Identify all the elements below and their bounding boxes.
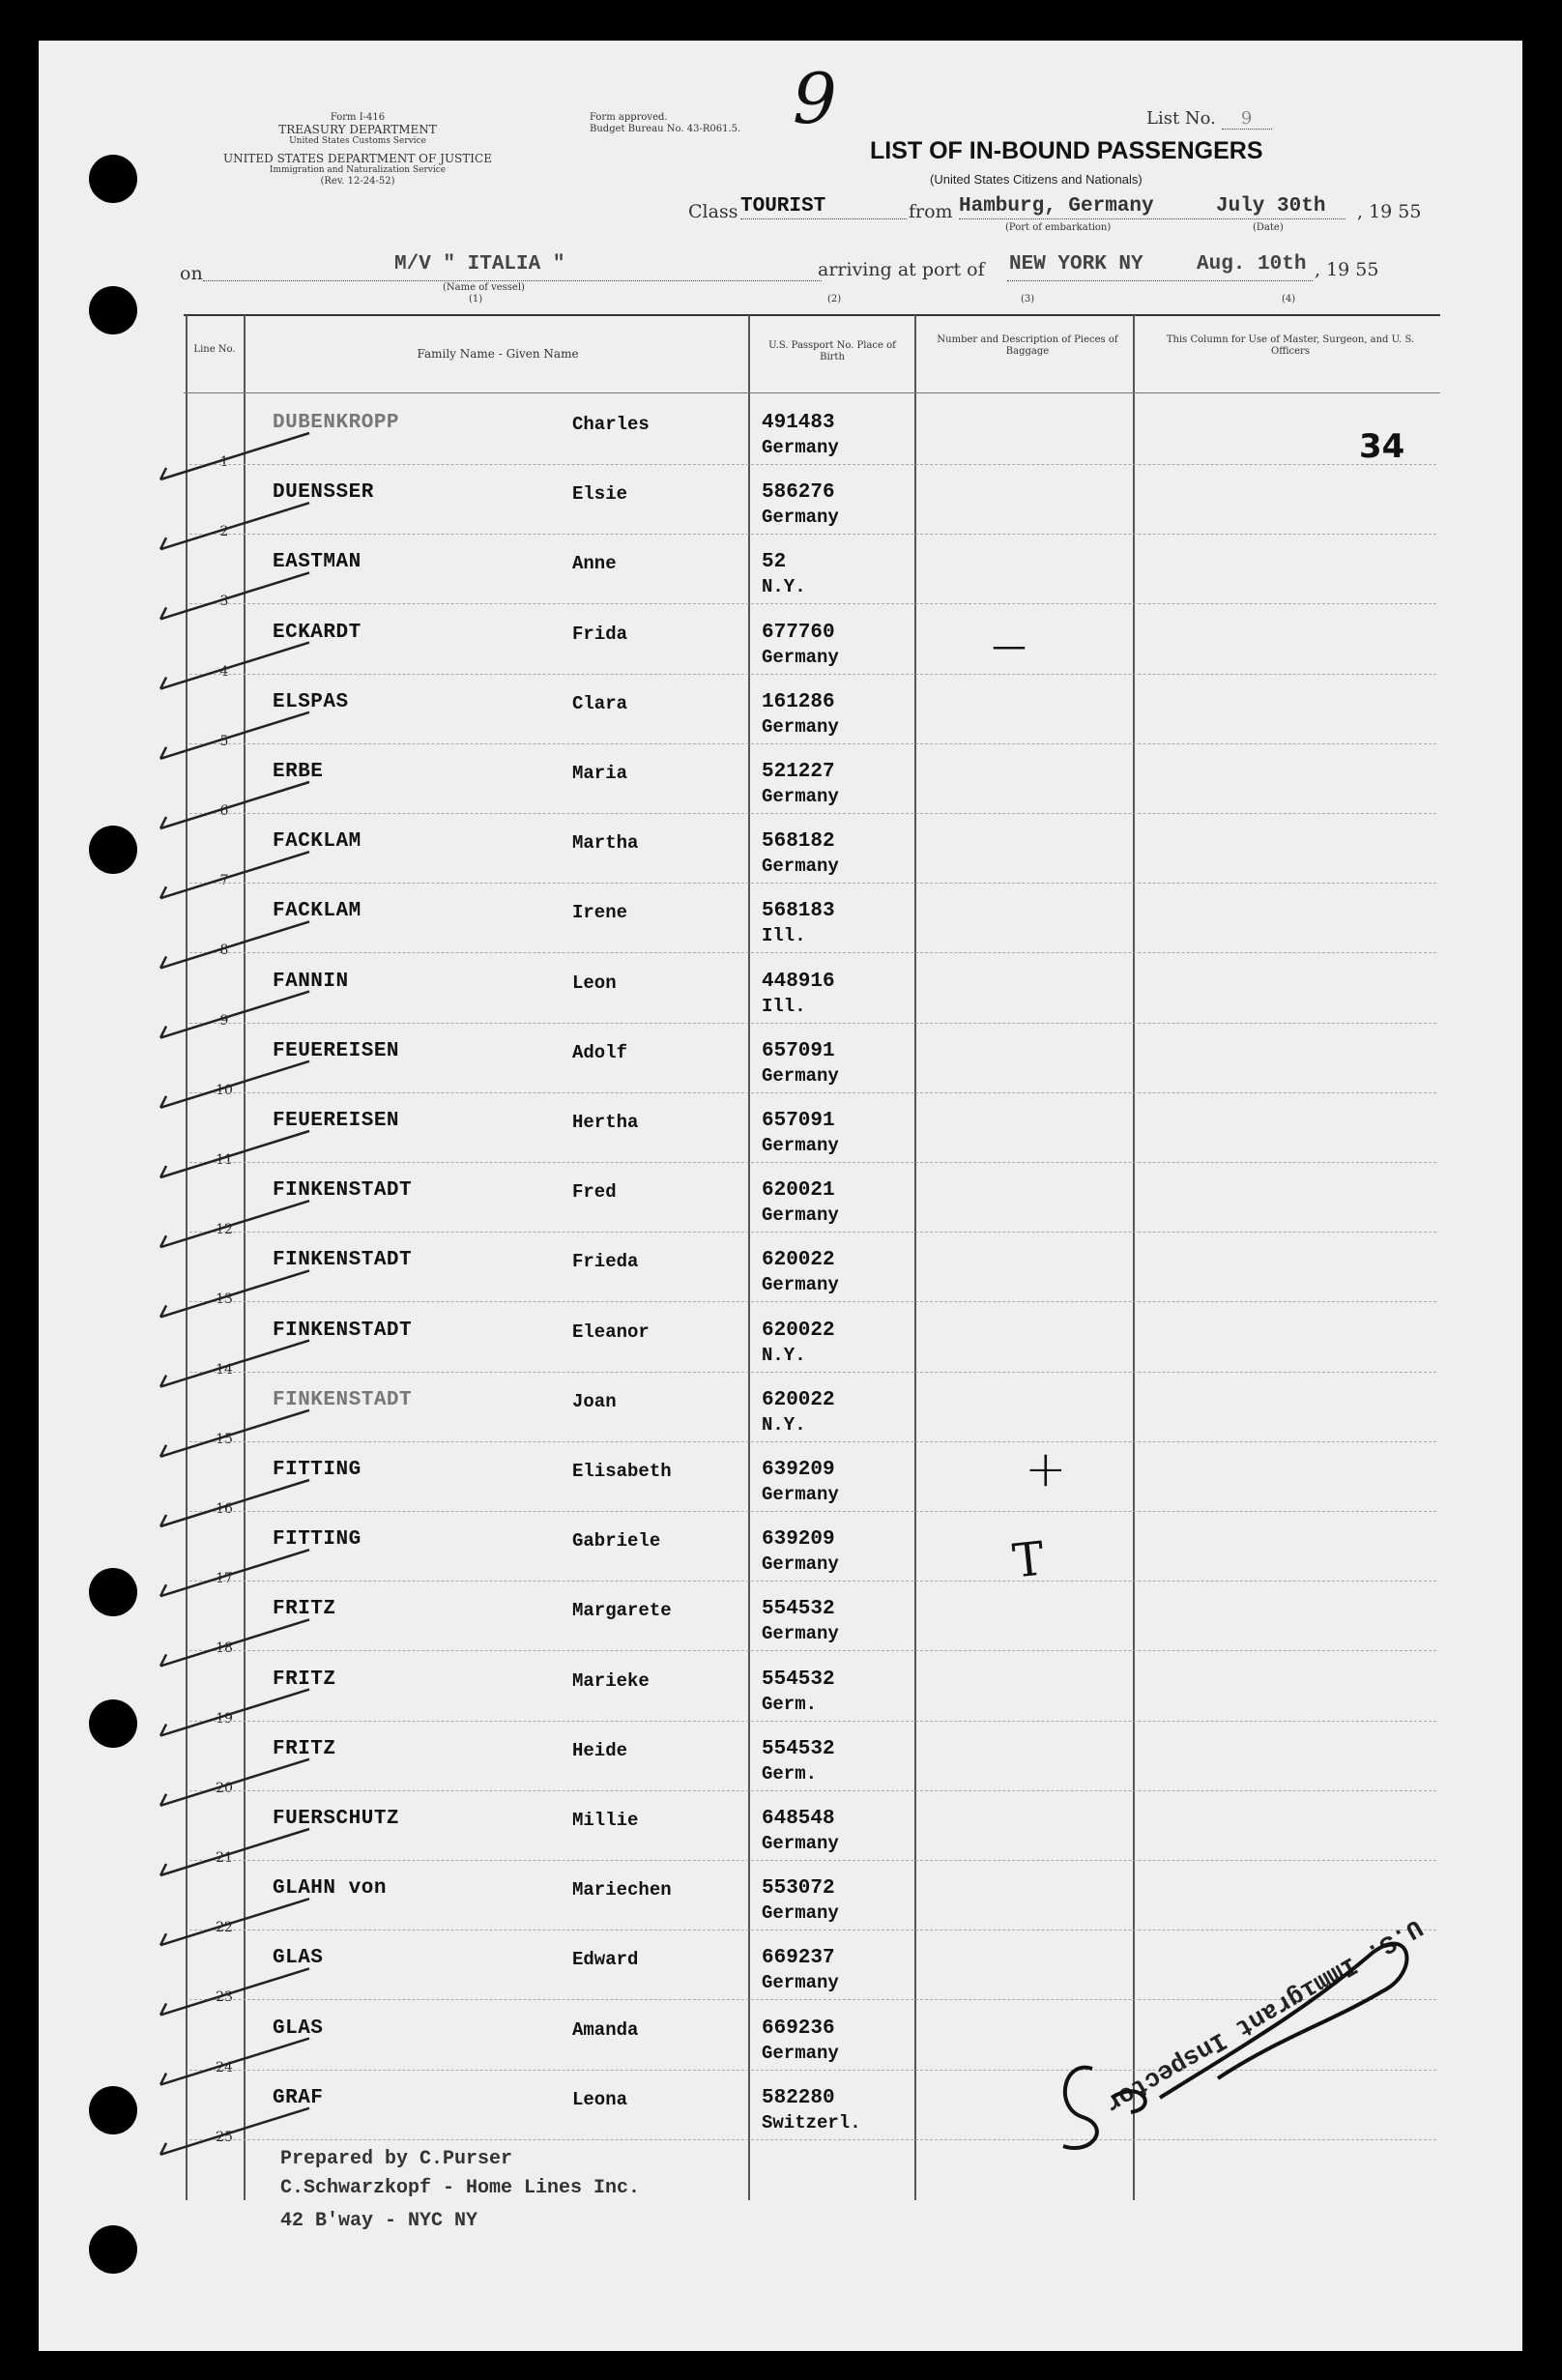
- vessel-name: M/V " ITALIA ": [394, 253, 565, 276]
- line-number: 2: [219, 524, 229, 539]
- place-of-birth: Germany: [762, 1065, 839, 1087]
- place-of-birth: Germany: [762, 1902, 839, 1924]
- prepared-by: Prepared by C.Purser: [280, 2148, 513, 2170]
- line-number: 6: [219, 803, 229, 819]
- line-number: 17: [216, 1571, 233, 1586]
- given-name: Charles: [572, 414, 650, 435]
- family-name: FINKENSTADT: [273, 1179, 413, 1202]
- family-name: FINKENSTADT: [273, 1249, 413, 1271]
- check-mark: [160, 1829, 309, 1875]
- place-of-birth: Germany: [762, 1623, 839, 1644]
- family-name: GLAHN von: [273, 1877, 387, 1900]
- line-number: 12: [216, 1222, 233, 1237]
- check-mark: [160, 2039, 309, 2085]
- family-name: FEUEREISEN: [273, 1040, 400, 1062]
- ins: Immigration and Naturalization Service: [269, 165, 447, 175]
- passport-number: 620022: [762, 1249, 835, 1271]
- place-of-birth: Germany: [762, 2043, 839, 2064]
- given-name: Millie: [572, 1810, 639, 1831]
- check-mark: [160, 572, 309, 619]
- date-caption: (Date): [1253, 222, 1284, 233]
- family-name: FINKENSTADT: [273, 1389, 413, 1411]
- check-mark: [160, 1410, 309, 1457]
- given-name: Mariechen: [572, 1879, 672, 1901]
- caption-1: (1): [469, 294, 483, 305]
- line-number: 10: [216, 1083, 233, 1098]
- family-name: GLAS: [273, 2017, 324, 2040]
- check-mark: [160, 1759, 309, 1806]
- place-of-birth: Germany: [762, 1274, 839, 1295]
- passport-number: 52: [762, 551, 787, 573]
- family-name: FACKLAM: [273, 900, 362, 922]
- family-name: GRAF: [273, 2087, 324, 2109]
- passport-number: 639209: [762, 1528, 835, 1551]
- line-number: 13: [216, 1292, 233, 1307]
- line-number: 21: [216, 1850, 233, 1866]
- caption-2: (2): [827, 294, 842, 305]
- passport-number: 554532: [762, 1738, 835, 1760]
- line-number: 14: [216, 1362, 233, 1378]
- passport-number: 677760: [762, 622, 835, 644]
- list-no-label: List No.: [1146, 108, 1216, 129]
- family-name: FITTING: [273, 1528, 362, 1551]
- caption-3: (3): [1021, 294, 1035, 305]
- check-mark: [160, 1131, 309, 1177]
- passport-number: 161286: [762, 691, 835, 713]
- place-of-birth: Germany: [762, 437, 839, 458]
- check-mark: [160, 1690, 309, 1736]
- passport-number: 586276: [762, 481, 835, 504]
- family-name: DUENSSER: [273, 481, 374, 504]
- line-number: 15: [216, 1432, 233, 1447]
- line-number: 19: [216, 1711, 233, 1727]
- port-of-embarkation: Hamburg, Germany: [959, 195, 1154, 218]
- baggage-mark: —: [992, 626, 1027, 666]
- column-header-line: Line No.: [193, 344, 236, 355]
- justice-department: UNITED STATES DEPARTMENT OF JUSTICE: [223, 152, 492, 165]
- place-of-birth: Germany: [762, 856, 839, 877]
- given-name: Margarete: [572, 1600, 672, 1621]
- handwritten-number: 9: [793, 58, 837, 139]
- line-number: 24: [216, 2060, 233, 2075]
- family-name: FITTING: [273, 1459, 362, 1481]
- passport-number: 521227: [762, 761, 835, 783]
- check-mark: [160, 1061, 309, 1108]
- check-mark: [160, 1899, 309, 1945]
- page-subtitle: (United States Citizens and Nationals): [930, 172, 1143, 187]
- place-of-birth: Germany: [762, 1833, 839, 1854]
- column-header-baggage: Number and Description of Pieces of Baggage: [937, 334, 1118, 357]
- arriving-label: arriving at port of: [818, 259, 985, 280]
- line-number: 8: [219, 943, 229, 958]
- given-name: Hertha: [572, 1112, 639, 1133]
- check-mark: [160, 1480, 309, 1526]
- family-name: DUBENKROPP: [273, 412, 400, 434]
- family-name: FANNIN: [273, 971, 349, 993]
- passport-number: 582280: [762, 2087, 835, 2109]
- family-name: FEUEREISEN: [273, 1110, 400, 1132]
- given-name: Edward: [572, 1949, 639, 1970]
- place-of-birth: Germany: [762, 507, 839, 528]
- check-mark: [160, 921, 309, 968]
- line-number: 23: [216, 1989, 233, 2005]
- passport-number: 448916: [762, 971, 835, 993]
- family-name: FRITZ: [273, 1598, 336, 1620]
- passport-number: 639209: [762, 1459, 835, 1481]
- line-number: 18: [216, 1640, 233, 1656]
- line-number: 4: [219, 664, 229, 680]
- class-label: Class: [688, 201, 738, 222]
- passport-number: 669237: [762, 1947, 835, 1969]
- place-of-birth: Germany: [762, 1135, 839, 1156]
- place-of-birth: Germ.: [762, 1694, 818, 1715]
- departure-year: , 19 55: [1357, 201, 1422, 222]
- check-mark: [160, 852, 309, 898]
- family-name: EASTMAN: [273, 551, 362, 573]
- budget-bureau: Budget Bureau No. 43-R061.5.: [590, 124, 741, 134]
- family-name: FACKLAM: [273, 830, 362, 853]
- on-label: on: [180, 263, 203, 284]
- place-of-birth: Germ.: [762, 1763, 818, 1785]
- line-number: 3: [219, 594, 229, 609]
- check-mark: [160, 643, 309, 689]
- given-name: Anne: [572, 553, 617, 574]
- family-name: ELSPAS: [273, 691, 349, 713]
- passport-number: 648548: [762, 1808, 835, 1830]
- place-of-birth: Germany: [762, 1484, 839, 1505]
- baggage-mark: T: [1010, 1531, 1047, 1589]
- check-mark: [160, 712, 309, 759]
- check-mark: [160, 1968, 309, 2015]
- line-number: 25: [216, 2130, 233, 2145]
- treasury-department: TREASURY DEPARTMENT: [278, 123, 437, 136]
- line-number: 5: [219, 734, 229, 749]
- line-number: 22: [216, 1920, 233, 1935]
- given-name: Frieda: [572, 1251, 639, 1272]
- check-mark: [160, 433, 309, 479]
- form-approved: Form approved.: [590, 112, 668, 123]
- check-mark: [160, 503, 309, 549]
- place-of-birth: N.Y.: [762, 1345, 806, 1366]
- passport-number: 620021: [762, 1179, 835, 1202]
- revision: (Rev. 12-24-52): [320, 176, 395, 187]
- form-number: Form I-416: [330, 112, 386, 123]
- family-name: FINKENSTADT: [273, 1320, 413, 1342]
- place-of-birth: Germany: [762, 1972, 839, 1993]
- arrival-port: NEW YORK NY: [1009, 253, 1143, 276]
- given-name: Marieke: [572, 1670, 650, 1692]
- check-mark: [160, 1341, 309, 1387]
- column-header-name: Family Name - Given Name: [417, 347, 579, 361]
- family-name: FRITZ: [273, 1669, 336, 1691]
- passport-number: 669236: [762, 2017, 835, 2040]
- passport-number: 657091: [762, 1040, 835, 1062]
- passport-number: 657091: [762, 1110, 835, 1132]
- check-mark: [160, 1619, 309, 1666]
- vessel-caption: (Name of vessel): [443, 282, 525, 293]
- place-of-birth: Germany: [762, 1553, 839, 1575]
- family-name: FUERSCHUTZ: [273, 1808, 400, 1830]
- passport-number: 553072: [762, 1877, 835, 1900]
- line-number: 1: [219, 454, 229, 470]
- place-of-birth: Germany: [762, 647, 839, 668]
- handwritten-count: 34: [1359, 427, 1405, 466]
- passport-number: 568183: [762, 900, 835, 922]
- check-mark: [160, 1550, 309, 1596]
- class-value: TOURIST: [740, 195, 826, 218]
- line-number: 20: [216, 1781, 233, 1796]
- arrival-date: Aug. 10th: [1197, 253, 1307, 276]
- customs-service: United States Customs Service: [289, 136, 426, 146]
- passport-number: 554532: [762, 1598, 835, 1620]
- line-number: 9: [219, 1013, 229, 1029]
- given-name: Amanda: [572, 2019, 639, 2041]
- place-of-birth: Germany: [762, 716, 839, 738]
- given-name: Clara: [572, 693, 628, 714]
- place-of-birth: N.Y.: [762, 1414, 806, 1436]
- family-name: ECKARDT: [273, 622, 362, 644]
- line-number: 11: [216, 1152, 233, 1168]
- family-name: ERBE: [273, 761, 324, 783]
- family-name: GLAS: [273, 1947, 324, 1969]
- given-name: Elsie: [572, 483, 628, 505]
- given-name: Leona: [572, 2089, 628, 2110]
- check-mark: [160, 992, 309, 1038]
- given-name: Adolf: [572, 1042, 628, 1063]
- place-of-birth: N.Y.: [762, 576, 806, 597]
- place-of-birth: Germany: [762, 786, 839, 807]
- given-name: Frida: [572, 624, 628, 645]
- passport-number: 620022: [762, 1320, 835, 1342]
- column-header-officers: This Column for Use of Master, Surgeon, and U. S. Officers: [1166, 334, 1415, 357]
- shipping-company: C.Schwarzkopf - Home Lines Inc.: [280, 2177, 641, 2199]
- given-name: Elisabeth: [572, 1461, 672, 1482]
- departure-date: July 30th: [1216, 195, 1326, 218]
- check-mark: [160, 1201, 309, 1247]
- place-of-birth: Switzerl.: [762, 2112, 861, 2133]
- place-of-birth: Ill.: [762, 996, 806, 1017]
- baggage-mark: +: [1025, 1440, 1067, 1498]
- caption-4: (4): [1282, 294, 1296, 305]
- company-address: 42 B'way - NYC NY: [280, 2210, 478, 2232]
- passport-number: 620022: [762, 1389, 835, 1411]
- check-mark: [160, 2108, 309, 2155]
- place-of-birth: Ill.: [762, 925, 806, 946]
- check-mark: [160, 1270, 309, 1317]
- given-name: Gabriele: [572, 1530, 661, 1552]
- given-name: Heide: [572, 1740, 628, 1761]
- passport-number: 554532: [762, 1669, 835, 1691]
- passport-number: 568182: [762, 830, 835, 853]
- port-embark-caption: (Port of embarkation): [1005, 222, 1112, 233]
- line-number: 16: [216, 1501, 233, 1517]
- given-name: Joan: [572, 1391, 617, 1412]
- list-no-value: 9: [1222, 108, 1272, 130]
- given-name: Martha: [572, 832, 639, 854]
- given-name: Irene: [572, 902, 628, 923]
- check-mark: [160, 782, 309, 828]
- page-title: LIST OF IN-BOUND PASSENGERS: [870, 137, 1263, 164]
- given-name: Leon: [572, 972, 617, 994]
- given-name: Fred: [572, 1181, 617, 1203]
- given-name: Eleanor: [572, 1321, 650, 1343]
- from-label: from: [909, 201, 953, 222]
- passport-number: 491483: [762, 412, 835, 434]
- column-header-passport: U.S. Passport No. Place of Birth: [768, 340, 896, 363]
- inspector-signature: [1063, 1944, 1406, 2148]
- inspector-stamp: U.S. Immigrant Inspector: [1099, 1912, 1428, 2119]
- given-name: Maria: [572, 763, 628, 784]
- family-name: FRITZ: [273, 1738, 336, 1760]
- place-of-birth: Germany: [762, 1205, 839, 1226]
- arrival-year: , 19 55: [1315, 259, 1379, 280]
- line-number: 7: [219, 873, 229, 888]
